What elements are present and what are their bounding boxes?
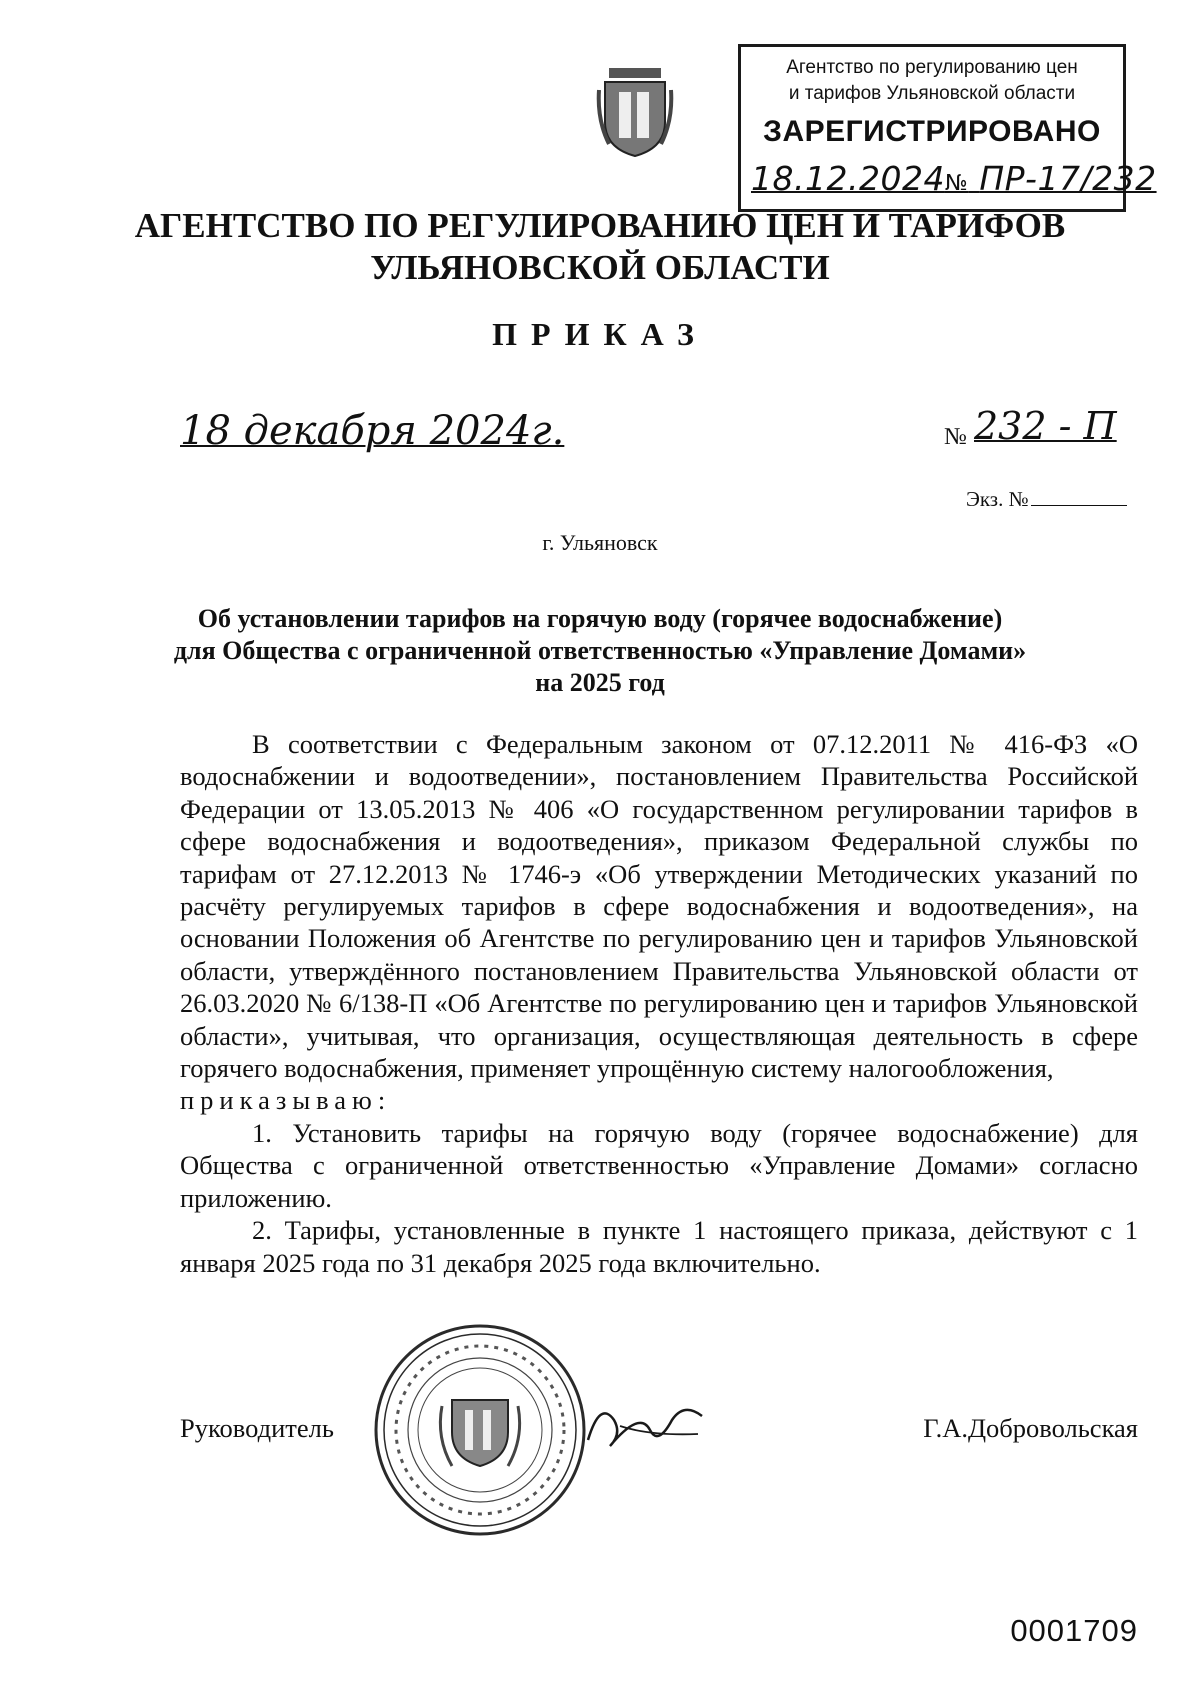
copy-number-label: Экз. № — [966, 487, 1029, 511]
official-seal — [370, 1320, 590, 1540]
copy-number — [966, 487, 1127, 512]
registration-date: 18.12.2024 — [751, 159, 945, 198]
document-type: ПРИКАЗ — [492, 316, 708, 352]
registration-stamp-line1: Агентство по регулированию цен — [786, 57, 1078, 78]
order-subject — [150, 603, 1050, 699]
registration-stamp-title: ЗАРЕГИСТРИРОВАНО — [763, 115, 1101, 148]
copy-number-blank — [1031, 489, 1127, 506]
order-item-1: 1. Установить тарифы на горячую воду (горячее водоснабжение) для Общества с ограниченной ответственностью «Управление Домами» согласно приложению. — [180, 1117, 1138, 1213]
order-number: 232 - П — [974, 404, 1117, 448]
order-number-label: № — [944, 424, 967, 450]
subject-line1: Об установлении тарифов на горячую воду (горячее водоснабжение) — [197, 604, 1003, 633]
registration-number-label: № — [944, 171, 969, 196]
agency-name-line1: АГЕНТСТВО ПО РЕГУЛИРОВАНИЮ ЦЕН И ТАРИФОВ — [134, 206, 1066, 245]
subject-line2: для Общества с ограниченной ответственностью «Управление Домами» — [173, 636, 1027, 665]
signatory-name: Г.А.Добровольская — [923, 1413, 1138, 1443]
order-word: приказываю: — [180, 1085, 392, 1116]
handwritten-signature — [580, 1390, 710, 1460]
registration-stamp-handwriting — [741, 159, 1157, 205]
city: г. Ульяновск — [542, 530, 658, 555]
agency-name-line2: УЛЬЯНОВСКОЙ ОБЛАСТИ — [370, 248, 830, 287]
registration-number: ПР-17/232 — [979, 159, 1157, 198]
document-serial-number: 0001709 — [1010, 1613, 1138, 1648]
subject-line3: на 2025 год — [535, 668, 665, 697]
registration-stamp — [738, 44, 1157, 212]
signatory-role: Руководитель — [180, 1413, 334, 1443]
coat-of-arms-emblem — [595, 60, 675, 160]
order-body — [180, 728, 1138, 1279]
preamble-paragraph: В соответствии с Федеральным законом от 07.12.2011 № 416-ФЗ «О водоснабжении и водоотведении», постановлением Правительства Российской Федерации от 13.05.2013 № 406 «О государственном регулировании тарифов в сфере водоснабжения и водоотведения», приказом Федеральной службы по тарифам от 27.12.2013 № 1746-э «Об утверждении Методических указаний по расчёту регулируемых тарифов в сфере водоснабжения и водоотведения», на основании Положения об Агентстве по регулированию цен и тарифов Ульяновской области, утверждённого постановлением Правительства Ульяновской области от 26.03.2020 № 6/138-П «Об Агентстве по регулированию цен и тарифов Ульяновской области», учитывая, что организация, осуществляющая деятельность в сфере горячего водоснабжения, применяет упрощённую систему налогообложения, — [180, 729, 1138, 1084]
order-date: 18 декабря 2024г. — [180, 408, 565, 454]
order-item-2: 2. Тарифы, установленные в пункте 1 настоящего приказа, действуют с 1 января 2025 года по 31 декабря 2025 года включительно. — [180, 1215, 1138, 1278]
registration-stamp-line2: и тарифов Ульяновской области — [788, 83, 1076, 104]
